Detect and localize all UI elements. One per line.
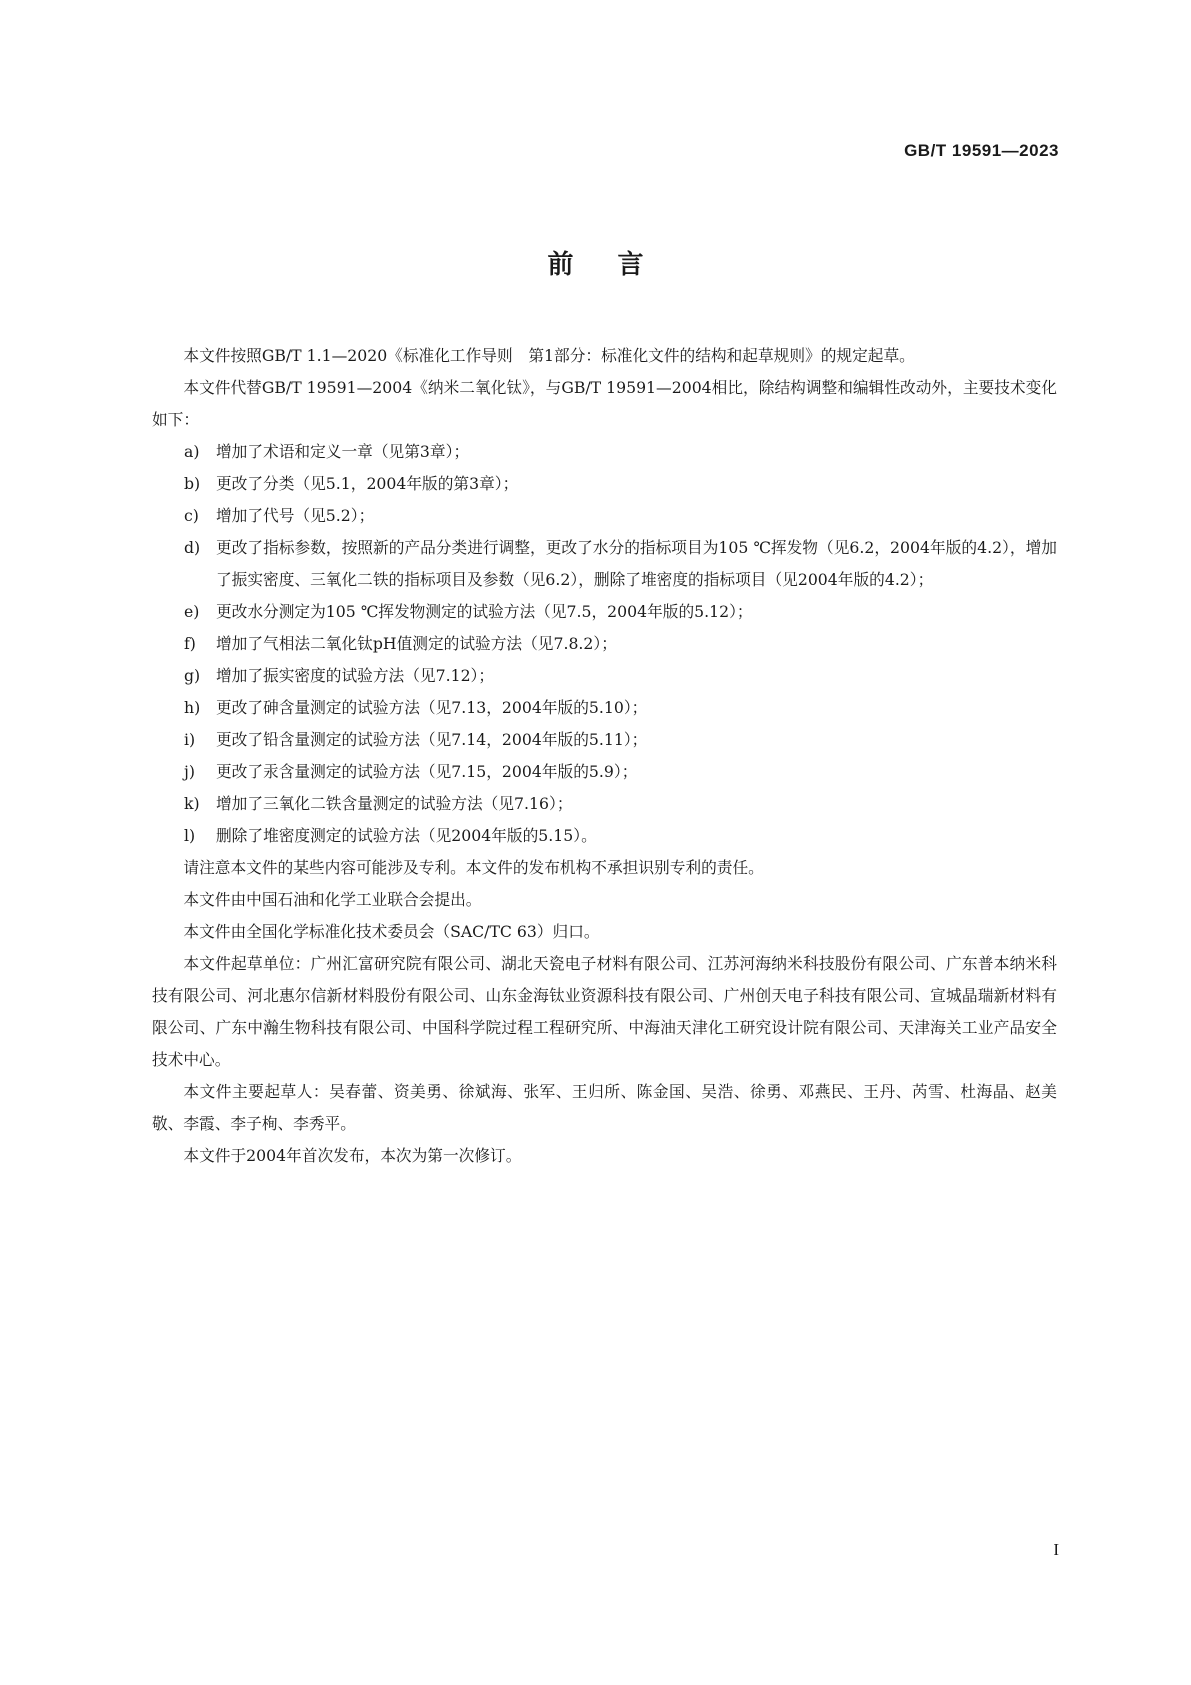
foreword-body	[152, 340, 1057, 1172]
page-number: I	[1053, 1540, 1059, 1559]
list-item-text: 增加了气相法二氧化钛pH值测定的试验方法（见7.8.2）；	[216, 634, 617, 653]
paragraph-proposer: 本文件由中国石油和化学工业联合会提出。	[183, 890, 482, 909]
list-item-text: 增加了代号（见5.2）；	[216, 506, 375, 525]
paragraph-drafting-rules: 本文件按照GB/T 1.1—2020《标准化工作导则 第1部分：标准化文件的结构和起草规则》的规定起草。	[183, 346, 915, 365]
list-item	[152, 436, 1057, 468]
list-item	[152, 532, 1057, 596]
list-item	[152, 724, 1057, 756]
list-marker: l)	[184, 826, 196, 845]
list-marker: i)	[184, 730, 196, 749]
paragraph-drafters: 本文件主要起草人：吴春蕾、资美勇、徐斌海、张军、王归所、陈金国、吴浩、徐勇、邓燕民、王丹、芮雪、杜海晶、赵美敬、李霞、李子栒、李秀平。	[152, 1082, 1057, 1133]
list-marker: d)	[184, 538, 201, 557]
list-marker: g)	[184, 666, 201, 685]
list-item	[152, 692, 1057, 724]
paragraph-committee: 本文件由全国化学标准化技术委员会（SAC/TC 63）归口。	[183, 922, 600, 941]
list-item	[152, 660, 1057, 692]
list-item-text: 更改了铅含量测定的试验方法（见7.14，2004年版的5.11）；	[216, 730, 648, 749]
list-marker: e)	[184, 602, 200, 621]
page-title: 前言	[547, 250, 688, 280]
list-marker: a)	[184, 442, 200, 461]
list-marker: f)	[184, 634, 196, 653]
list-marker: k)	[184, 794, 200, 813]
list-marker: j)	[184, 762, 195, 781]
list-item	[152, 596, 1057, 628]
paragraph-history: 本文件于2004年首次发布，本次为第一次修订。	[183, 1146, 522, 1165]
technical-changes-list	[152, 436, 1057, 852]
list-marker: h)	[184, 698, 201, 717]
list-item-text: 更改了分类（见5.1，2004年版的第3章）；	[216, 474, 519, 493]
list-item	[152, 788, 1057, 820]
list-item-text: 更改了汞含量测定的试验方法（见7.15，2004年版的5.9）；	[216, 762, 638, 781]
list-item	[152, 628, 1057, 660]
list-marker: b)	[184, 474, 201, 493]
list-item	[152, 468, 1057, 500]
list-item-text: 增加了振实密度的试验方法（见7.12）；	[216, 666, 495, 685]
list-item-text: 删除了堆密度测定的试验方法（见2004年版的5.15）。	[216, 826, 597, 845]
list-item-text: 增加了术语和定义一章（见第3章）；	[216, 442, 470, 461]
list-item-text: 更改水分测定为105 ℃挥发物测定的试验方法（见7.5，2004年版的5.12）；	[216, 602, 753, 621]
list-item	[152, 756, 1057, 788]
list-item-text: 增加了三氧化二铁含量测定的试验方法（见7.16）；	[216, 794, 573, 813]
list-marker: c)	[184, 506, 199, 525]
paragraph-patent-notice: 请注意本文件的某些内容可能涉及专利。本文件的发布机构不承担识别专利的责任。	[183, 858, 764, 877]
list-item-text: 更改了砷含量测定的试验方法（见7.13，2004年版的5.10）；	[216, 698, 648, 717]
list-item	[152, 820, 1057, 852]
list-item	[152, 500, 1057, 532]
list-item-text: 更改了指标参数，按照新的产品分类进行调整，更改了水分的指标项目为105 ℃挥发物（见6.2，2004年版的4.2），增加了振实密度、三氧化二铁的指标项目及参数（见6.2），删除了堆密度的指标项目（见2004年版的4.2）；	[216, 538, 1057, 589]
paragraph-drafting-units: 本文件起草单位：广州汇富研究院有限公司、湖北天瓷电子材料有限公司、江苏河海纳米科技股份有限公司、广东普本纳米科技有限公司、河北惠尔信新材料股份有限公司、山东金海钛业资源科技有限公司、广州创天电子科技有限公司、宣城晶瑞新材料有限公司、广东中瀚生物科技有限公司、中国科学院过程工程研究所、中海油天津化工研究设计院有限公司、天津海关工业产品安全技术中心。	[152, 954, 1057, 1069]
paragraph-replaces: 本文件代替GB/T 19591—2004《纳米二氧化钛》，与GB/T 19591—2004相比，除结构调整和编辑性改动外，主要技术变化如下：	[152, 378, 1057, 429]
standard-code: GB/T 19591—2023	[904, 141, 1059, 160]
